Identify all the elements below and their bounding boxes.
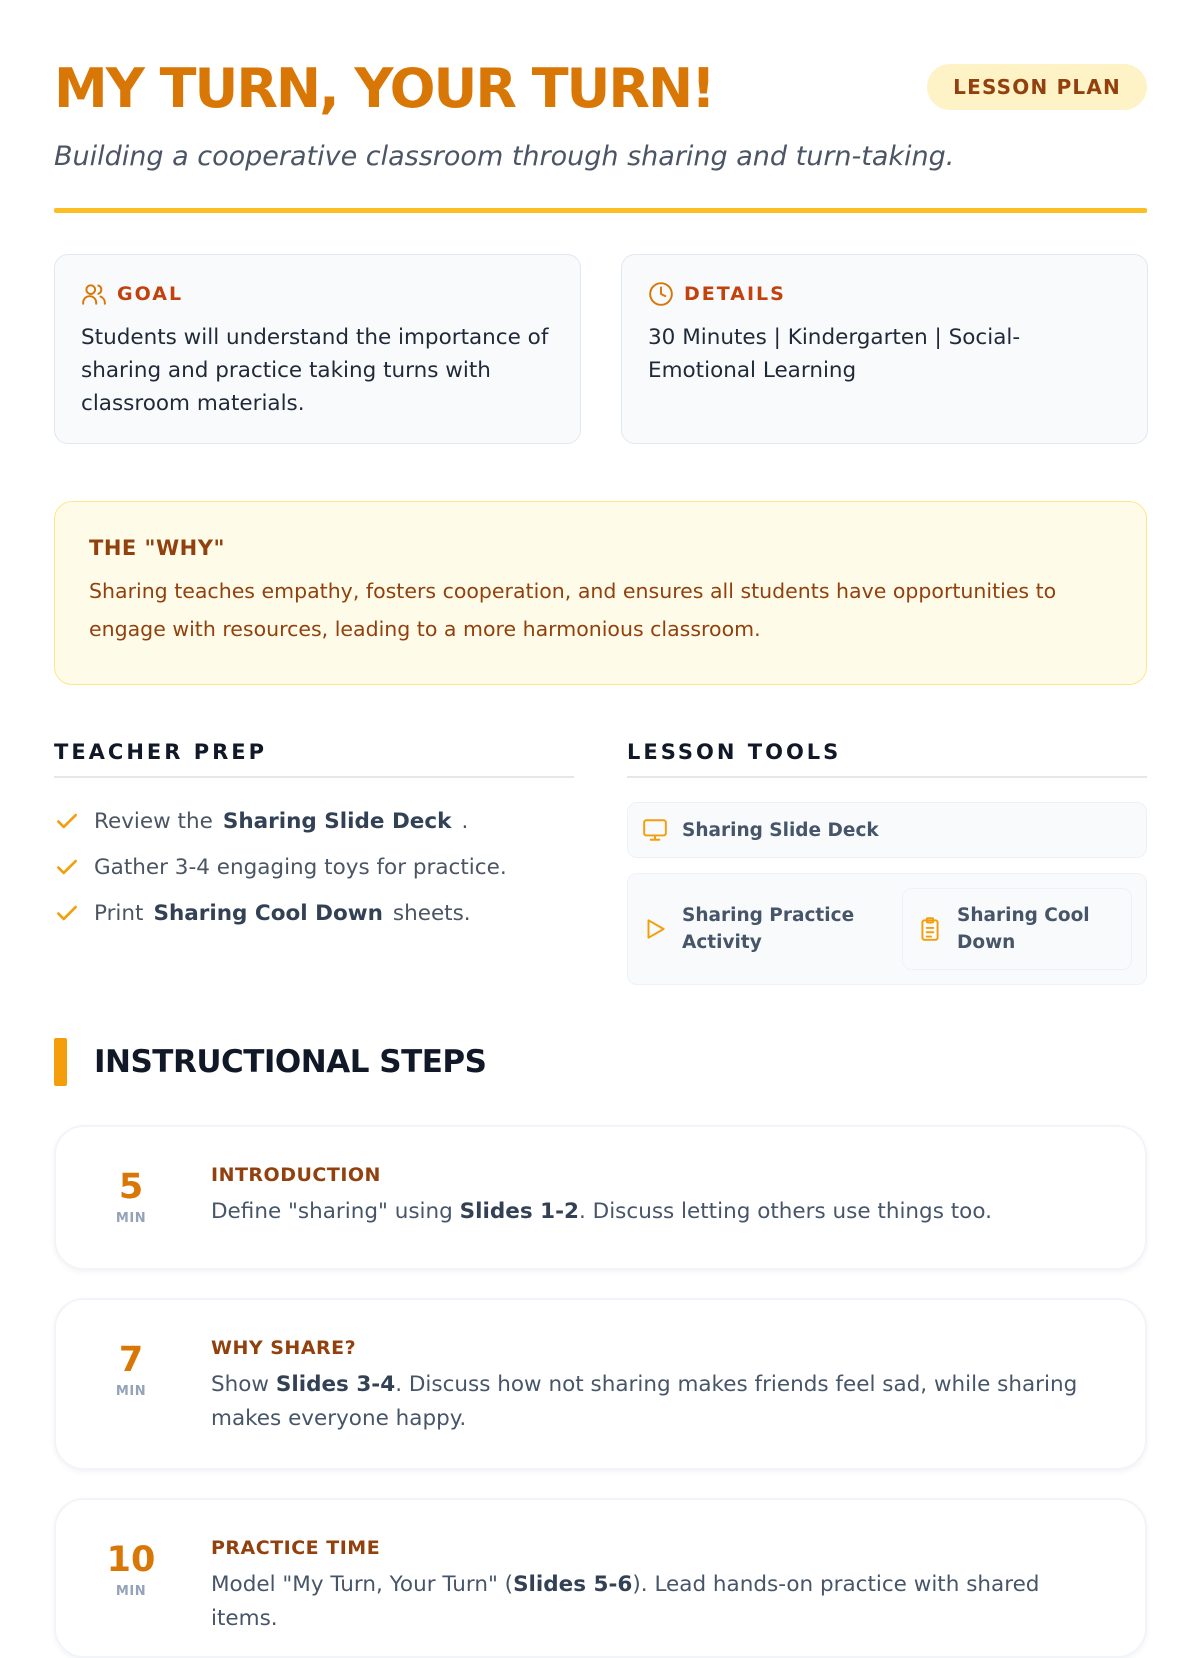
step-text-part: . Discuss how not sharing makes friends feel sad, while sharing makes everyone happy. bbox=[211, 1372, 1078, 1431]
instructional-steps-header bbox=[54, 1038, 486, 1086]
prep-item-link[interactable]: Sharing Cool Down bbox=[153, 900, 383, 926]
step-duration bbox=[96, 1540, 166, 1599]
goal-label: GOAL bbox=[117, 283, 184, 305]
step-slide-ref: Slides 5-6 bbox=[513, 1572, 633, 1597]
step-text bbox=[211, 1195, 1085, 1229]
step-title: WHY SHARE? bbox=[211, 1337, 357, 1359]
step-minutes-unit: MIN bbox=[115, 1384, 147, 1399]
prep-item-text: sheets. bbox=[392, 900, 471, 926]
header-divider bbox=[54, 208, 1147, 213]
tool-label: Sharing Slide Deck bbox=[682, 819, 879, 841]
step-slide-ref: Slides 1-2 bbox=[459, 1199, 579, 1224]
step-minutes-unit: MIN bbox=[115, 1584, 147, 1599]
goal-text: Students will understand the importance of sharing and practice taking turns with classroom materials. bbox=[81, 325, 549, 416]
goal-header bbox=[81, 281, 554, 307]
step-text-part: Define "sharing" using bbox=[211, 1199, 460, 1224]
instructional-steps-title: INSTRUCTIONAL STEPS bbox=[94, 1044, 487, 1080]
page-subtitle: Building a cooperative classroom through sharing and turn-taking. bbox=[54, 141, 955, 172]
tool-cool-down[interactable] bbox=[902, 888, 1132, 970]
step-text bbox=[211, 1568, 1085, 1636]
step-minutes: 7 bbox=[118, 1340, 144, 1380]
step-minutes: 5 bbox=[118, 1167, 144, 1207]
step-body bbox=[211, 1536, 1085, 1636]
details-header bbox=[648, 281, 1121, 307]
why-callout bbox=[54, 501, 1147, 685]
why-label: THE "WHY" bbox=[89, 536, 225, 560]
prep-item-text: Gather 3-4 engaging toys for practice. bbox=[94, 854, 507, 880]
prep-item-link[interactable]: Sharing Slide Deck bbox=[222, 808, 452, 834]
tool-practice-activity[interactable] bbox=[642, 888, 892, 970]
tool-group bbox=[627, 873, 1147, 985]
why-text: Sharing teaches empathy, fosters cooperation, and ensures all students have opportunities to engage with resources, leading to a more harmonious classroom. bbox=[89, 579, 1057, 641]
step-text-part: . Discuss letting others use things too. bbox=[578, 1199, 992, 1224]
teacher-prep-heading: TEACHER PREP bbox=[54, 740, 574, 778]
header bbox=[54, 56, 1147, 126]
step-body bbox=[211, 1163, 1085, 1229]
step-card bbox=[54, 1125, 1147, 1270]
lesson-plan-badge: LESSON PLAN bbox=[927, 64, 1147, 110]
step-card bbox=[54, 1298, 1147, 1470]
prep-item bbox=[54, 798, 574, 844]
lesson-tools-heading: LESSON TOOLS bbox=[627, 740, 1147, 778]
step-minutes-unit: MIN bbox=[115, 1211, 147, 1226]
tool-slide-deck[interactable] bbox=[627, 802, 1147, 858]
step-title: INTRODUCTION bbox=[211, 1164, 381, 1186]
prep-item bbox=[54, 844, 574, 890]
step-card bbox=[54, 1498, 1147, 1658]
tool-label: Sharing Cool Down bbox=[957, 905, 1090, 953]
monitor-icon bbox=[642, 817, 668, 843]
check-icon bbox=[54, 808, 80, 834]
prep-item-text: Print bbox=[94, 900, 144, 926]
tool-label: Sharing Practice Activity bbox=[682, 905, 855, 953]
section-accent-bar bbox=[54, 1038, 67, 1086]
step-text-part: ). Lead hands-on practice with shared items. bbox=[211, 1572, 1040, 1631]
prep-item-text: . bbox=[461, 808, 469, 834]
step-text bbox=[211, 1368, 1085, 1436]
step-text-part: Show bbox=[211, 1372, 276, 1397]
page-title: MY TURN, YOUR TURN! bbox=[54, 57, 714, 120]
step-duration bbox=[96, 1340, 166, 1399]
step-text-part: Model "My Turn, Your Turn" ( bbox=[211, 1572, 514, 1597]
details-label: DETAILS bbox=[684, 283, 786, 305]
teacher-prep-list bbox=[54, 798, 574, 936]
check-icon bbox=[54, 854, 80, 880]
clock-icon bbox=[648, 281, 674, 307]
details-card bbox=[621, 254, 1148, 444]
step-body bbox=[211, 1336, 1085, 1436]
prep-item-text: Review the bbox=[94, 808, 213, 834]
step-title: PRACTICE TIME bbox=[211, 1537, 381, 1559]
play-icon bbox=[642, 916, 668, 942]
step-slide-ref: Slides 3-4 bbox=[275, 1372, 396, 1397]
step-minutes: 10 bbox=[106, 1540, 156, 1580]
prep-item bbox=[54, 890, 574, 936]
users-icon bbox=[81, 281, 107, 307]
goal-card bbox=[54, 254, 581, 444]
check-icon bbox=[54, 900, 80, 926]
step-duration bbox=[96, 1167, 166, 1226]
clipboard-icon bbox=[917, 916, 943, 942]
details-text: 30 Minutes | Kindergarten | Social-Emotional Learning bbox=[648, 325, 1021, 383]
